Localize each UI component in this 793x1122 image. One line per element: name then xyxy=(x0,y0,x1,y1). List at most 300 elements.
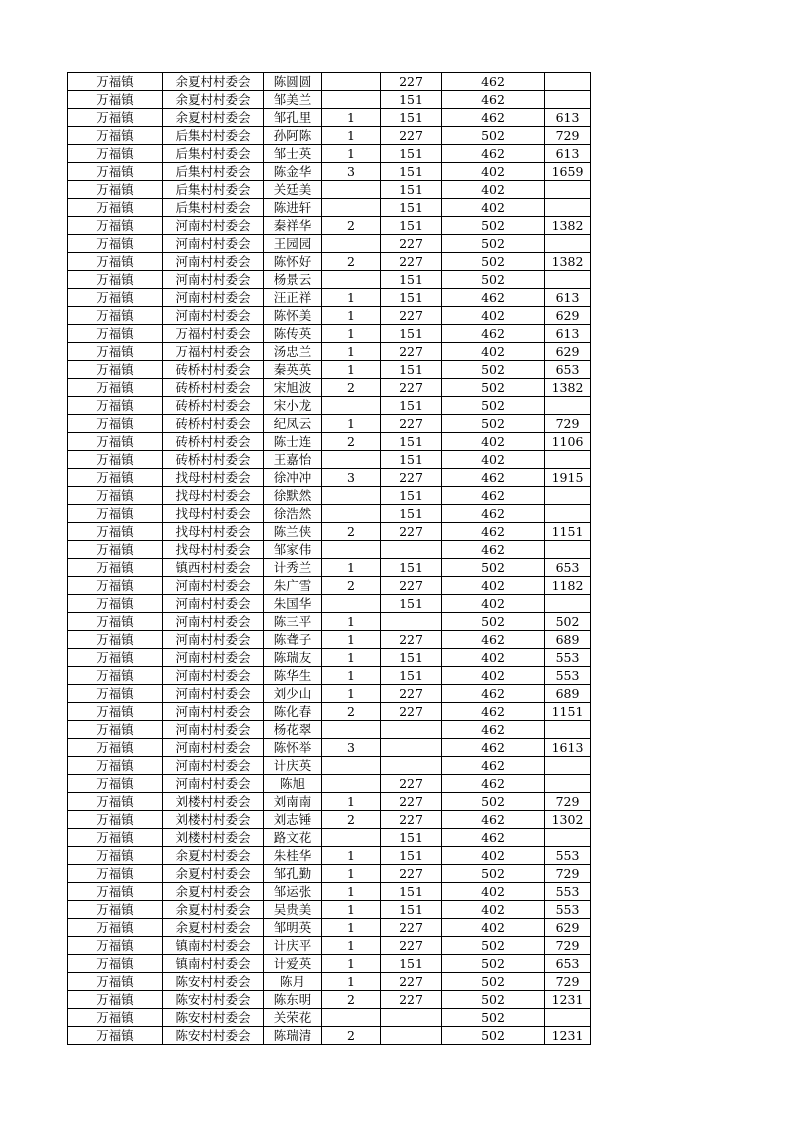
total-cell xyxy=(545,199,591,217)
total-cell: 502 xyxy=(545,613,591,631)
value-a-cell: 151 xyxy=(381,325,442,343)
town-cell: 万福镇 xyxy=(68,271,163,289)
total-cell xyxy=(545,271,591,289)
town-cell: 万福镇 xyxy=(68,415,163,433)
name-cell: 徐浩然 xyxy=(264,505,322,523)
value-b-cell: 502 xyxy=(442,793,545,811)
table-row xyxy=(68,613,591,631)
village-cell: 余夏村村委会 xyxy=(163,919,264,937)
value-b-cell: 462 xyxy=(442,523,545,541)
value-a-cell: 227 xyxy=(381,415,442,433)
name-cell: 计庆英 xyxy=(264,757,322,775)
table-row xyxy=(68,919,591,937)
total-cell xyxy=(545,451,591,469)
village-cell: 后集村村委会 xyxy=(163,145,264,163)
town-cell: 万福镇 xyxy=(68,991,163,1009)
town-cell: 万福镇 xyxy=(68,379,163,397)
town-cell: 万福镇 xyxy=(68,541,163,559)
table-row xyxy=(68,811,591,829)
count-cell: 1 xyxy=(322,145,381,163)
name-cell: 陈华生 xyxy=(264,667,322,685)
name-cell: 朱桂华 xyxy=(264,847,322,865)
table-row xyxy=(68,361,591,379)
name-cell: 陈兰侠 xyxy=(264,523,322,541)
value-a-cell xyxy=(381,1027,442,1045)
table-row xyxy=(68,235,591,253)
town-cell: 万福镇 xyxy=(68,901,163,919)
count-cell: 1 xyxy=(322,955,381,973)
count-cell: 1 xyxy=(322,415,381,433)
town-cell: 万福镇 xyxy=(68,649,163,667)
value-b-cell: 462 xyxy=(442,109,545,127)
name-cell: 陈传英 xyxy=(264,325,322,343)
table-row xyxy=(68,505,591,523)
count-cell: 2 xyxy=(322,253,381,271)
total-cell xyxy=(545,181,591,199)
table-row xyxy=(68,253,591,271)
village-cell: 万福村村委会 xyxy=(163,325,264,343)
village-cell: 陈安村村委会 xyxy=(163,1027,264,1045)
value-a-cell: 151 xyxy=(381,649,442,667)
value-b-cell: 502 xyxy=(442,379,545,397)
value-b-cell: 502 xyxy=(442,235,545,253)
village-cell: 河南村村委会 xyxy=(163,595,264,613)
count-cell xyxy=(322,181,381,199)
total-cell: 613 xyxy=(545,145,591,163)
value-b-cell: 502 xyxy=(442,559,545,577)
table-row xyxy=(68,937,591,955)
value-b-cell: 402 xyxy=(442,577,545,595)
value-b-cell: 402 xyxy=(442,901,545,919)
value-a-cell: 151 xyxy=(381,217,442,235)
name-cell: 邹孔里 xyxy=(264,109,322,127)
name-cell: 朱国华 xyxy=(264,595,322,613)
name-cell: 陈金华 xyxy=(264,163,322,181)
town-cell: 万福镇 xyxy=(68,667,163,685)
count-cell: 1 xyxy=(322,289,381,307)
total-cell: 653 xyxy=(545,955,591,973)
count-cell xyxy=(322,271,381,289)
village-cell: 砖桥村村委会 xyxy=(163,361,264,379)
town-cell: 万福镇 xyxy=(68,487,163,505)
count-cell: 2 xyxy=(322,577,381,595)
total-cell xyxy=(545,487,591,505)
value-b-cell: 462 xyxy=(442,325,545,343)
count-cell xyxy=(322,829,381,847)
town-cell: 万福镇 xyxy=(68,433,163,451)
count-cell xyxy=(322,757,381,775)
town-cell: 万福镇 xyxy=(68,919,163,937)
value-a-cell: 227 xyxy=(381,73,442,91)
table-row xyxy=(68,127,591,145)
count-cell: 2 xyxy=(322,217,381,235)
total-cell: 689 xyxy=(545,685,591,703)
name-cell: 徐冲冲 xyxy=(264,469,322,487)
value-b-cell: 462 xyxy=(442,739,545,757)
table-row xyxy=(68,397,591,415)
town-cell: 万福镇 xyxy=(68,289,163,307)
name-cell: 吴贵美 xyxy=(264,901,322,919)
data-table xyxy=(67,72,591,1045)
village-cell: 刘楼村村委会 xyxy=(163,793,264,811)
town-cell: 万福镇 xyxy=(68,685,163,703)
count-cell: 1 xyxy=(322,613,381,631)
value-a-cell: 151 xyxy=(381,595,442,613)
total-cell: 1231 xyxy=(545,1027,591,1045)
value-b-cell: 502 xyxy=(442,271,545,289)
table-row xyxy=(68,595,591,613)
value-a-cell xyxy=(381,757,442,775)
table-row xyxy=(68,415,591,433)
table-row xyxy=(68,649,591,667)
value-a-cell: 227 xyxy=(381,343,442,361)
town-cell: 万福镇 xyxy=(68,739,163,757)
count-cell: 1 xyxy=(322,127,381,145)
total-cell: 613 xyxy=(545,325,591,343)
name-cell: 邹士英 xyxy=(264,145,322,163)
value-b-cell: 462 xyxy=(442,289,545,307)
village-cell: 河南村村委会 xyxy=(163,757,264,775)
total-cell: 729 xyxy=(545,937,591,955)
value-b-cell: 502 xyxy=(442,397,545,415)
village-cell: 万福村村委会 xyxy=(163,343,264,361)
name-cell: 朱广雪 xyxy=(264,577,322,595)
town-cell: 万福镇 xyxy=(68,235,163,253)
table-row xyxy=(68,865,591,883)
village-cell: 陈安村村委会 xyxy=(163,973,264,991)
value-a-cell: 227 xyxy=(381,253,442,271)
value-a-cell: 227 xyxy=(381,631,442,649)
value-b-cell: 502 xyxy=(442,415,545,433)
count-cell: 3 xyxy=(322,469,381,487)
table-row xyxy=(68,379,591,397)
village-cell: 后集村村委会 xyxy=(163,127,264,145)
village-cell: 找母村村委会 xyxy=(163,469,264,487)
village-cell: 余夏村村委会 xyxy=(163,91,264,109)
value-a-cell: 227 xyxy=(381,685,442,703)
village-cell: 砖桥村村委会 xyxy=(163,433,264,451)
table-row xyxy=(68,1009,591,1027)
name-cell: 陈瑞友 xyxy=(264,649,322,667)
village-cell: 镇西村村委会 xyxy=(163,559,264,577)
town-cell: 万福镇 xyxy=(68,811,163,829)
count-cell: 1 xyxy=(322,685,381,703)
total-cell: 553 xyxy=(545,901,591,919)
town-cell: 万福镇 xyxy=(68,145,163,163)
town-cell: 万福镇 xyxy=(68,775,163,793)
count-cell xyxy=(322,775,381,793)
total-cell: 613 xyxy=(545,109,591,127)
value-a-cell: 151 xyxy=(381,271,442,289)
village-cell: 余夏村村委会 xyxy=(163,847,264,865)
name-cell: 纪凤云 xyxy=(264,415,322,433)
value-a-cell: 151 xyxy=(381,181,442,199)
village-cell: 河南村村委会 xyxy=(163,271,264,289)
village-cell: 河南村村委会 xyxy=(163,739,264,757)
count-cell: 1 xyxy=(322,919,381,937)
total-cell: 629 xyxy=(545,307,591,325)
town-cell: 万福镇 xyxy=(68,217,163,235)
name-cell: 陈月 xyxy=(264,973,322,991)
value-b-cell: 462 xyxy=(442,73,545,91)
total-cell: 729 xyxy=(545,793,591,811)
table-row xyxy=(68,469,591,487)
value-a-cell: 151 xyxy=(381,559,442,577)
town-cell: 万福镇 xyxy=(68,307,163,325)
value-a-cell: 151 xyxy=(381,109,442,127)
value-a-cell: 227 xyxy=(381,127,442,145)
name-cell: 关荣花 xyxy=(264,1009,322,1027)
value-b-cell: 462 xyxy=(442,757,545,775)
value-a-cell: 151 xyxy=(381,433,442,451)
town-cell: 万福镇 xyxy=(68,73,163,91)
value-b-cell: 402 xyxy=(442,199,545,217)
total-cell: 553 xyxy=(545,649,591,667)
table-row xyxy=(68,577,591,595)
count-cell: 1 xyxy=(322,109,381,127)
count-cell xyxy=(322,595,381,613)
count-cell: 3 xyxy=(322,739,381,757)
count-cell xyxy=(322,73,381,91)
village-cell: 陈安村村委会 xyxy=(163,1009,264,1027)
town-cell: 万福镇 xyxy=(68,613,163,631)
village-cell: 河南村村委会 xyxy=(163,307,264,325)
table-row xyxy=(68,451,591,469)
value-b-cell: 502 xyxy=(442,1027,545,1045)
village-cell: 找母村村委会 xyxy=(163,505,264,523)
table-row xyxy=(68,541,591,559)
value-b-cell: 402 xyxy=(442,919,545,937)
table-row xyxy=(68,883,591,901)
count-cell: 2 xyxy=(322,703,381,721)
value-a-cell: 227 xyxy=(381,703,442,721)
village-cell: 后集村村委会 xyxy=(163,199,264,217)
count-cell: 1 xyxy=(322,325,381,343)
village-cell: 余夏村村委会 xyxy=(163,883,264,901)
name-cell: 邹美兰 xyxy=(264,91,322,109)
town-cell: 万福镇 xyxy=(68,1027,163,1045)
name-cell: 孙阿陈 xyxy=(264,127,322,145)
value-a-cell: 227 xyxy=(381,775,442,793)
count-cell: 1 xyxy=(322,865,381,883)
total-cell: 1302 xyxy=(545,811,591,829)
value-b-cell: 462 xyxy=(442,703,545,721)
town-cell: 万福镇 xyxy=(68,325,163,343)
town-cell: 万福镇 xyxy=(68,757,163,775)
value-a-cell: 227 xyxy=(381,307,442,325)
name-cell: 路文花 xyxy=(264,829,322,847)
value-b-cell: 402 xyxy=(442,847,545,865)
total-cell: 1613 xyxy=(545,739,591,757)
village-cell: 镇南村村委会 xyxy=(163,937,264,955)
total-cell xyxy=(545,541,591,559)
village-cell: 河南村村委会 xyxy=(163,703,264,721)
table-row xyxy=(68,901,591,919)
count-cell: 1 xyxy=(322,631,381,649)
count-cell: 3 xyxy=(322,163,381,181)
count-cell: 1 xyxy=(322,361,381,379)
name-cell: 计庆平 xyxy=(264,937,322,955)
total-cell: 1382 xyxy=(545,217,591,235)
value-a-cell: 151 xyxy=(381,451,442,469)
value-a-cell: 151 xyxy=(381,829,442,847)
table-row xyxy=(68,307,591,325)
table-row xyxy=(68,631,591,649)
value-a-cell: 227 xyxy=(381,937,442,955)
table-row xyxy=(68,685,591,703)
table-row xyxy=(68,757,591,775)
count-cell: 1 xyxy=(322,973,381,991)
village-cell: 余夏村村委会 xyxy=(163,73,264,91)
total-cell: 653 xyxy=(545,361,591,379)
total-cell xyxy=(545,73,591,91)
count-cell xyxy=(322,235,381,253)
town-cell: 万福镇 xyxy=(68,559,163,577)
table-row xyxy=(68,145,591,163)
table-row xyxy=(68,163,591,181)
town-cell: 万福镇 xyxy=(68,163,163,181)
value-b-cell: 502 xyxy=(442,955,545,973)
value-b-cell: 402 xyxy=(442,883,545,901)
value-a-cell xyxy=(381,1009,442,1027)
village-cell: 找母村村委会 xyxy=(163,541,264,559)
value-b-cell: 462 xyxy=(442,91,545,109)
count-cell: 1 xyxy=(322,883,381,901)
table-row xyxy=(68,181,591,199)
total-cell xyxy=(545,721,591,739)
table-row xyxy=(68,487,591,505)
count-cell: 2 xyxy=(322,991,381,1009)
count-cell: 1 xyxy=(322,847,381,865)
total-cell: 1182 xyxy=(545,577,591,595)
value-a-cell: 151 xyxy=(381,667,442,685)
value-a-cell: 227 xyxy=(381,811,442,829)
name-cell: 刘南南 xyxy=(264,793,322,811)
table-row xyxy=(68,991,591,1009)
total-cell: 629 xyxy=(545,919,591,937)
total-cell: 729 xyxy=(545,973,591,991)
value-b-cell: 502 xyxy=(442,865,545,883)
total-cell: 1151 xyxy=(545,703,591,721)
total-cell xyxy=(545,775,591,793)
value-b-cell: 462 xyxy=(442,829,545,847)
name-cell: 计爱英 xyxy=(264,955,322,973)
town-cell: 万福镇 xyxy=(68,397,163,415)
town-cell: 万福镇 xyxy=(68,577,163,595)
town-cell: 万福镇 xyxy=(68,865,163,883)
name-cell: 计秀兰 xyxy=(264,559,322,577)
name-cell: 关廷美 xyxy=(264,181,322,199)
village-cell: 河南村村委会 xyxy=(163,649,264,667)
village-cell: 陈安村村委会 xyxy=(163,991,264,1009)
total-cell xyxy=(545,235,591,253)
table-row xyxy=(68,955,591,973)
town-cell: 万福镇 xyxy=(68,199,163,217)
count-cell xyxy=(322,721,381,739)
village-cell: 河南村村委会 xyxy=(163,253,264,271)
count-cell xyxy=(322,505,381,523)
value-a-cell: 227 xyxy=(381,865,442,883)
town-cell: 万福镇 xyxy=(68,505,163,523)
total-cell: 613 xyxy=(545,289,591,307)
table-row xyxy=(68,73,591,91)
value-a-cell xyxy=(381,613,442,631)
table-row xyxy=(68,739,591,757)
count-cell: 1 xyxy=(322,937,381,955)
count-cell xyxy=(322,397,381,415)
name-cell: 徐默然 xyxy=(264,487,322,505)
name-cell: 陈化春 xyxy=(264,703,322,721)
name-cell: 陈进轩 xyxy=(264,199,322,217)
total-cell: 1915 xyxy=(545,469,591,487)
name-cell: 宋旭波 xyxy=(264,379,322,397)
count-cell: 2 xyxy=(322,379,381,397)
value-b-cell: 502 xyxy=(442,361,545,379)
value-b-cell: 502 xyxy=(442,937,545,955)
town-cell: 万福镇 xyxy=(68,253,163,271)
total-cell xyxy=(545,595,591,613)
count-cell xyxy=(322,451,381,469)
value-a-cell: 151 xyxy=(381,505,442,523)
value-b-cell: 502 xyxy=(442,1009,545,1027)
value-b-cell: 402 xyxy=(442,451,545,469)
town-cell: 万福镇 xyxy=(68,109,163,127)
name-cell: 陈瑞清 xyxy=(264,1027,322,1045)
name-cell: 陈三平 xyxy=(264,613,322,631)
value-a-cell: 151 xyxy=(381,145,442,163)
village-cell: 砖桥村村委会 xyxy=(163,415,264,433)
town-cell: 万福镇 xyxy=(68,181,163,199)
total-cell: 653 xyxy=(545,559,591,577)
value-b-cell: 462 xyxy=(442,469,545,487)
value-b-cell: 402 xyxy=(442,307,545,325)
village-cell: 河南村村委会 xyxy=(163,775,264,793)
count-cell: 2 xyxy=(322,433,381,451)
table-body xyxy=(68,73,591,1045)
value-b-cell: 402 xyxy=(442,163,545,181)
value-a-cell: 151 xyxy=(381,361,442,379)
name-cell: 汪正祥 xyxy=(264,289,322,307)
name-cell: 杨花翠 xyxy=(264,721,322,739)
name-cell: 陈旭 xyxy=(264,775,322,793)
total-cell: 729 xyxy=(545,127,591,145)
count-cell: 2 xyxy=(322,1027,381,1045)
table-row xyxy=(68,271,591,289)
total-cell: 729 xyxy=(545,865,591,883)
table-row xyxy=(68,847,591,865)
village-cell: 余夏村村委会 xyxy=(163,901,264,919)
table-row xyxy=(68,973,591,991)
town-cell: 万福镇 xyxy=(68,847,163,865)
town-cell: 万福镇 xyxy=(68,595,163,613)
value-a-cell: 151 xyxy=(381,91,442,109)
value-a-cell: 151 xyxy=(381,163,442,181)
name-cell: 邹孔勤 xyxy=(264,865,322,883)
name-cell: 陈怀好 xyxy=(264,253,322,271)
table-row xyxy=(68,667,591,685)
value-a-cell: 227 xyxy=(381,235,442,253)
name-cell: 陈怀举 xyxy=(264,739,322,757)
total-cell xyxy=(545,91,591,109)
name-cell: 秦祥华 xyxy=(264,217,322,235)
table-row xyxy=(68,217,591,235)
value-b-cell: 462 xyxy=(442,811,545,829)
town-cell: 万福镇 xyxy=(68,721,163,739)
town-cell: 万福镇 xyxy=(68,973,163,991)
total-cell xyxy=(545,829,591,847)
value-a-cell: 151 xyxy=(381,289,442,307)
town-cell: 万福镇 xyxy=(68,451,163,469)
